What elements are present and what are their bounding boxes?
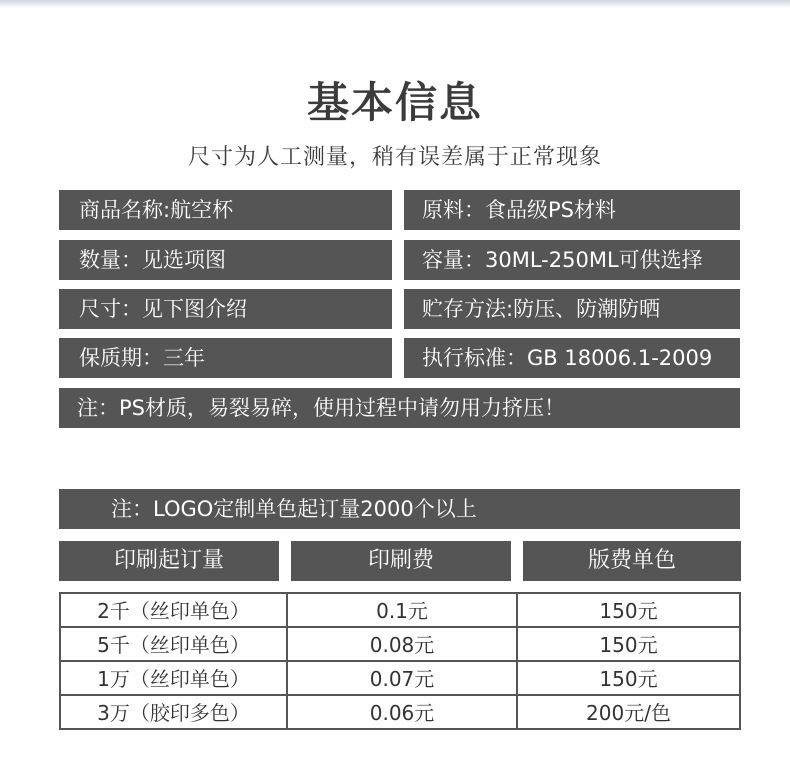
page-title: 基本信息	[306, 78, 483, 127]
top-decorative-band	[0, 0, 790, 8]
info-capacity: 容量：30ML-250ML可供选择	[404, 240, 740, 280]
print-moq-note: 注：LOGO定制单色起订量2000个以上	[59, 489, 740, 529]
info-storage: 贮存方法:防压、防潮防晒	[404, 289, 740, 329]
info-size: 尺寸：见下图介绍	[59, 289, 392, 329]
info-shelf-life: 保质期：三年	[59, 338, 392, 378]
print-header-moq: 印刷起订量	[59, 541, 279, 581]
table-cell-moq: 1万（丝印单色）	[97, 667, 250, 691]
info-standard: 执行标准：GB 18006.1-2009	[404, 338, 740, 378]
print-header-fee: 印刷费	[291, 541, 511, 581]
table-cell-plate-fee: 150元	[599, 599, 658, 623]
table-cell-moq: 5千（丝印单色）	[97, 633, 250, 657]
table-cell-moq: 2千（丝印单色）	[97, 599, 250, 623]
info-material: 原料：食品级PS材料	[404, 190, 740, 230]
table-cell-plate-fee: 150元	[599, 667, 658, 691]
table-cell-moq: 3万（胶印多色）	[97, 701, 250, 725]
info-product-name: 商品名称:航空杯	[59, 190, 392, 230]
table-cell-print-fee: 0.06元	[369, 701, 435, 725]
print-header-plate-fee: 版费单色	[523, 541, 741, 581]
page-subtitle: 尺寸为人工测量，稍有误差属于正常现象	[187, 145, 602, 170]
info-warning-note: 注：PS材质，易裂易碎，使用过程中请勿用力挤压！	[59, 388, 740, 428]
info-quantity: 数量：见选项图	[59, 240, 392, 280]
table-cell-print-fee: 0.08元	[369, 633, 435, 657]
table-cell-plate-fee: 150元	[599, 633, 658, 657]
table-cell-print-fee: 0.07元	[369, 667, 435, 691]
table-cell-plate-fee: 200元/色	[586, 701, 671, 725]
table-cell-print-fee: 0.1元	[376, 599, 428, 623]
